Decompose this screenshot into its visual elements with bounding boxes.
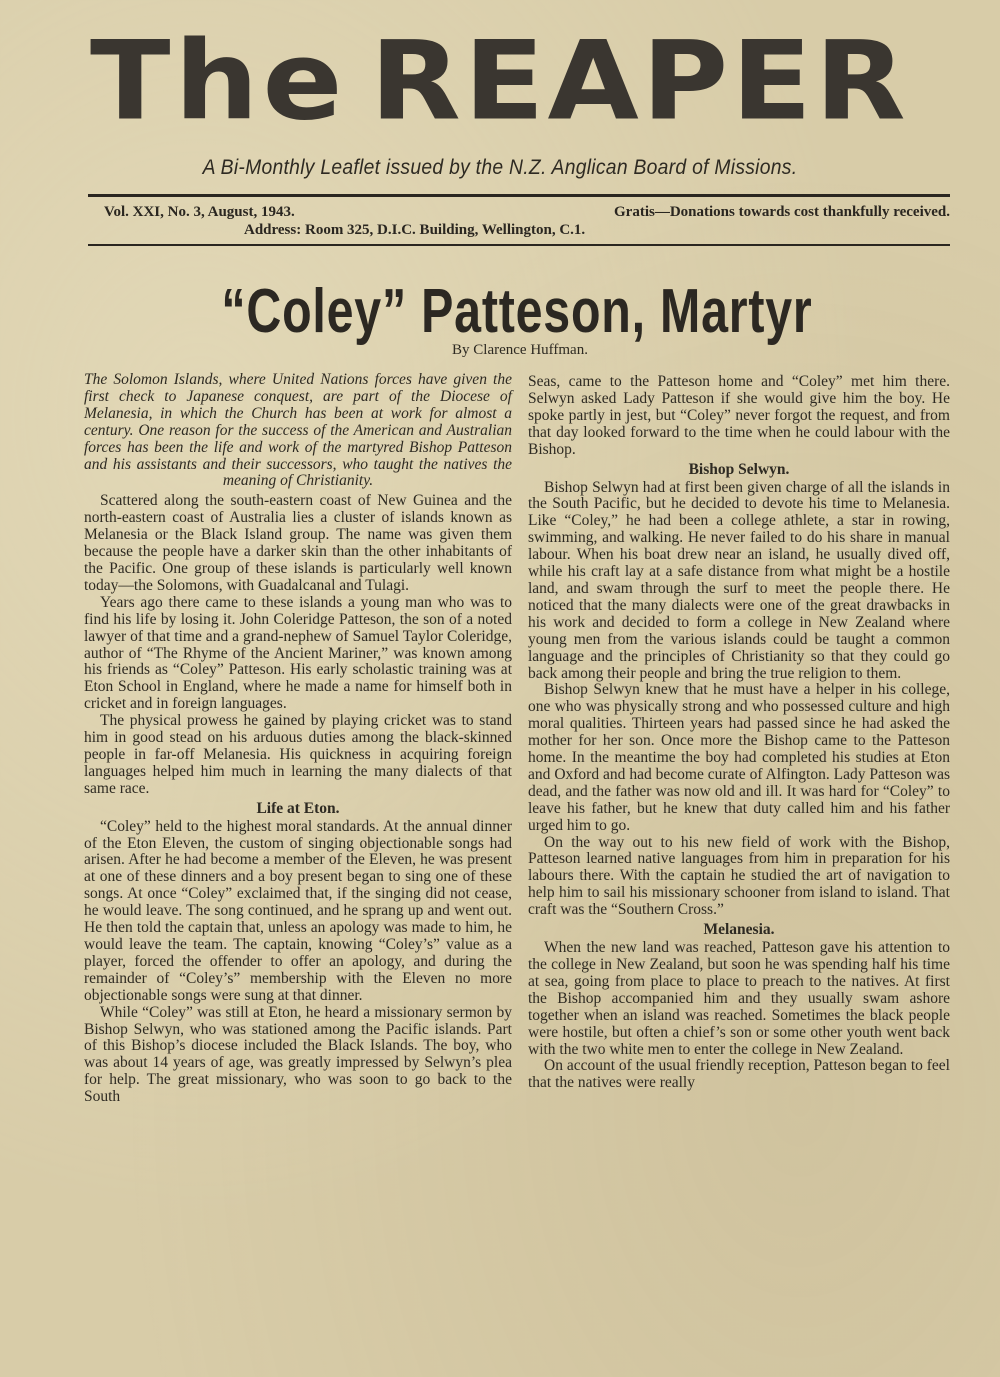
masthead-subtitle: A Bi-Monthly Leaflet issued by the N.Z. Anglican Board of Missions. [202,156,798,179]
masthead-the: The [90,17,347,145]
left-column [84,372,512,1106]
paragraph: On the way out to his new field of work with the Bishop, Patteson learned native languages from him in preparation for his labours there. With the captain he studied the art of navigation to help him to sail his missionary schooner from island to island. That craft was the “Southern Cross.” [528,833,950,919]
article-intro: The Solomon Islands, where United Nations forces have given the first check to Japanese conquest, are part of the Diocese of Melanesia, in which the Church has been at work for almost a century. One reason for the success of the American and Australian forces has been the life and work of the martyred Bishop Patteson and his assistants and their successors, who taught the natives the meaning of Christianity. [84,371,512,490]
paragraph: “Coley” held to the highest moral standards. At the annual dinner of the Eton Eleven, the custom of singing objectionable songs had arisen. After he had become a member of the Eleven, he was present at one of these dinners and a boy present began to sing one of these songs. At once “Coley” exclaimed that, if the singing did not cease, he would leave. The song continued, and he sprang up and went out. He then told the captain that, unless an apology was made to him, he would leave the team. The captain, knowing “Coley’s” value as a player, forced the offender to offer an apology, and during the remainder of “Coley’s” membership with the Eleven no more objectionable songs were sung at that dinner. [84,817,512,1004]
paragraph: The physical prowess he gained by playing cricket was to stand him in good stead on his arduous duties among the black-skinned people in far-off Melanesia. His quickness in acquiring foreign languages helped him much in learning the many dialects of that same race. [84,712,512,797]
paragraph: Scattered along the south-eastern coast of New Guinea and the north-eastern coast of Australia lies a cluster of islands known as Melanesia or the Black Island group. The name was given them because the people have a darker skin than the other inhabitants of the Pacific. One group of these islands is particularly well known today—the Solomons, with Guadalcanal and Tulagi. [84,492,512,594]
section-heading-life-at-eton: Life at Eton. [256,799,340,817]
top-rule [88,194,950,197]
paragraph-continuation: Seas, came to the Patteson home and “Coley” met him there. Selwyn asked Lady Patteson if she would give him the boy. He spoke partly in jest, but “Coley” never forgot the request, and from that day looked forward to the time when he could labour with the Bishop. [528,373,950,458]
article-byline: By Clarence Huffman. [452,342,588,358]
paragraph: Bishop Selwyn had at first been given charge of all the islands in the South Pacific, but he decided to devote his time to Melanesia. Like “Coley,” he had been a college athlete, a star in rowing, swimming, and walking. He never failed to do his share in manual labour. When his boat drew near an island, he usually dived off, while his craft lay at a safe distance from what might be a hostile land, and swam through the surf to meet the people there. He noticed that the many dialects were one of the great drawbacks in his work and decided to form a college in New Zealand where young men from the various islands could be taught a common language and the principles of Christianity so that they could go back among their people and bring the true religion to them. [528,478,950,682]
masthead [60,17,960,145]
paragraph: Bishop Selwyn knew that he must have a helper in his college, one who was physically strong and who possessed culture and high moral qualities. Thirteen years had passed since he had asked the mother for her son. Once more the Bishop came to the Patteson home. In the meantime the boy had completed his studies at Eton and Oxford and had become curate of Alfington. Lady Patteson was dead, and the father was now old and ill. It was hard for “Coley” to leave his father, but he knew that duty called him and his father urged him to go. [528,681,950,834]
article-title: “Coley” Patteson, Martyr [221,277,813,346]
paragraph: On account of the usual friendly reception, Patteson began to feel that the natives were really [528,1057,950,1092]
issue-address: Address: Room 325, D.I.C. Building, Wellington, C.1. [244,222,586,238]
issue-volume: Vol. XXI, No. 3, August, 1943. [104,204,295,220]
paragraph: Years ago there came to these islands a young man who was to find his life by losing it. John Coleridge Patteson, the son of a noted lawyer of that time and a grand-nephew of Samuel Taylor Coleridge, author of “The Rhyme of the Ancient Mariner,” was known among his friends as “Coley” Patteson. His early scholastic training was at Eton School in England, where he made a name for himself both in cricket and in foreign languages. [84,593,512,713]
right-column [528,374,950,1092]
bottom-rule [88,244,950,246]
issue-gratis: Gratis—Donations towards cost thankfully received. [614,204,950,220]
paragraph: While “Coley” was still at Eton, he heard a missionary sermon by Bishop Selwyn, who was stationed among the Pacific islands. Part of this Bishop’s diocese included the Black Islands. The boy, who was about 14 years of age, was greatly impressed by Selwyn’s plea for help. The great missionary, who was soon to go back to the South [84,1003,512,1106]
section-heading-bishop-selwyn: Bishop Selwyn. [688,460,790,478]
masthead-reaper: REAPER [370,17,909,145]
section-heading-melanesia: Melanesia. [703,921,775,939]
paragraph: When the new land was reached, Patteson gave his attention to the college in New Zealand, but soon he was spending half his time at sea, going from place to place to preach to the natives. At first the Bishop accompanied him and they usually swam ashore together when an island was reached. Sometimes the black people were hostile, but often a chief’s son or some other youth went back with the two white men to enter the college in New Zealand. [528,939,950,1058]
